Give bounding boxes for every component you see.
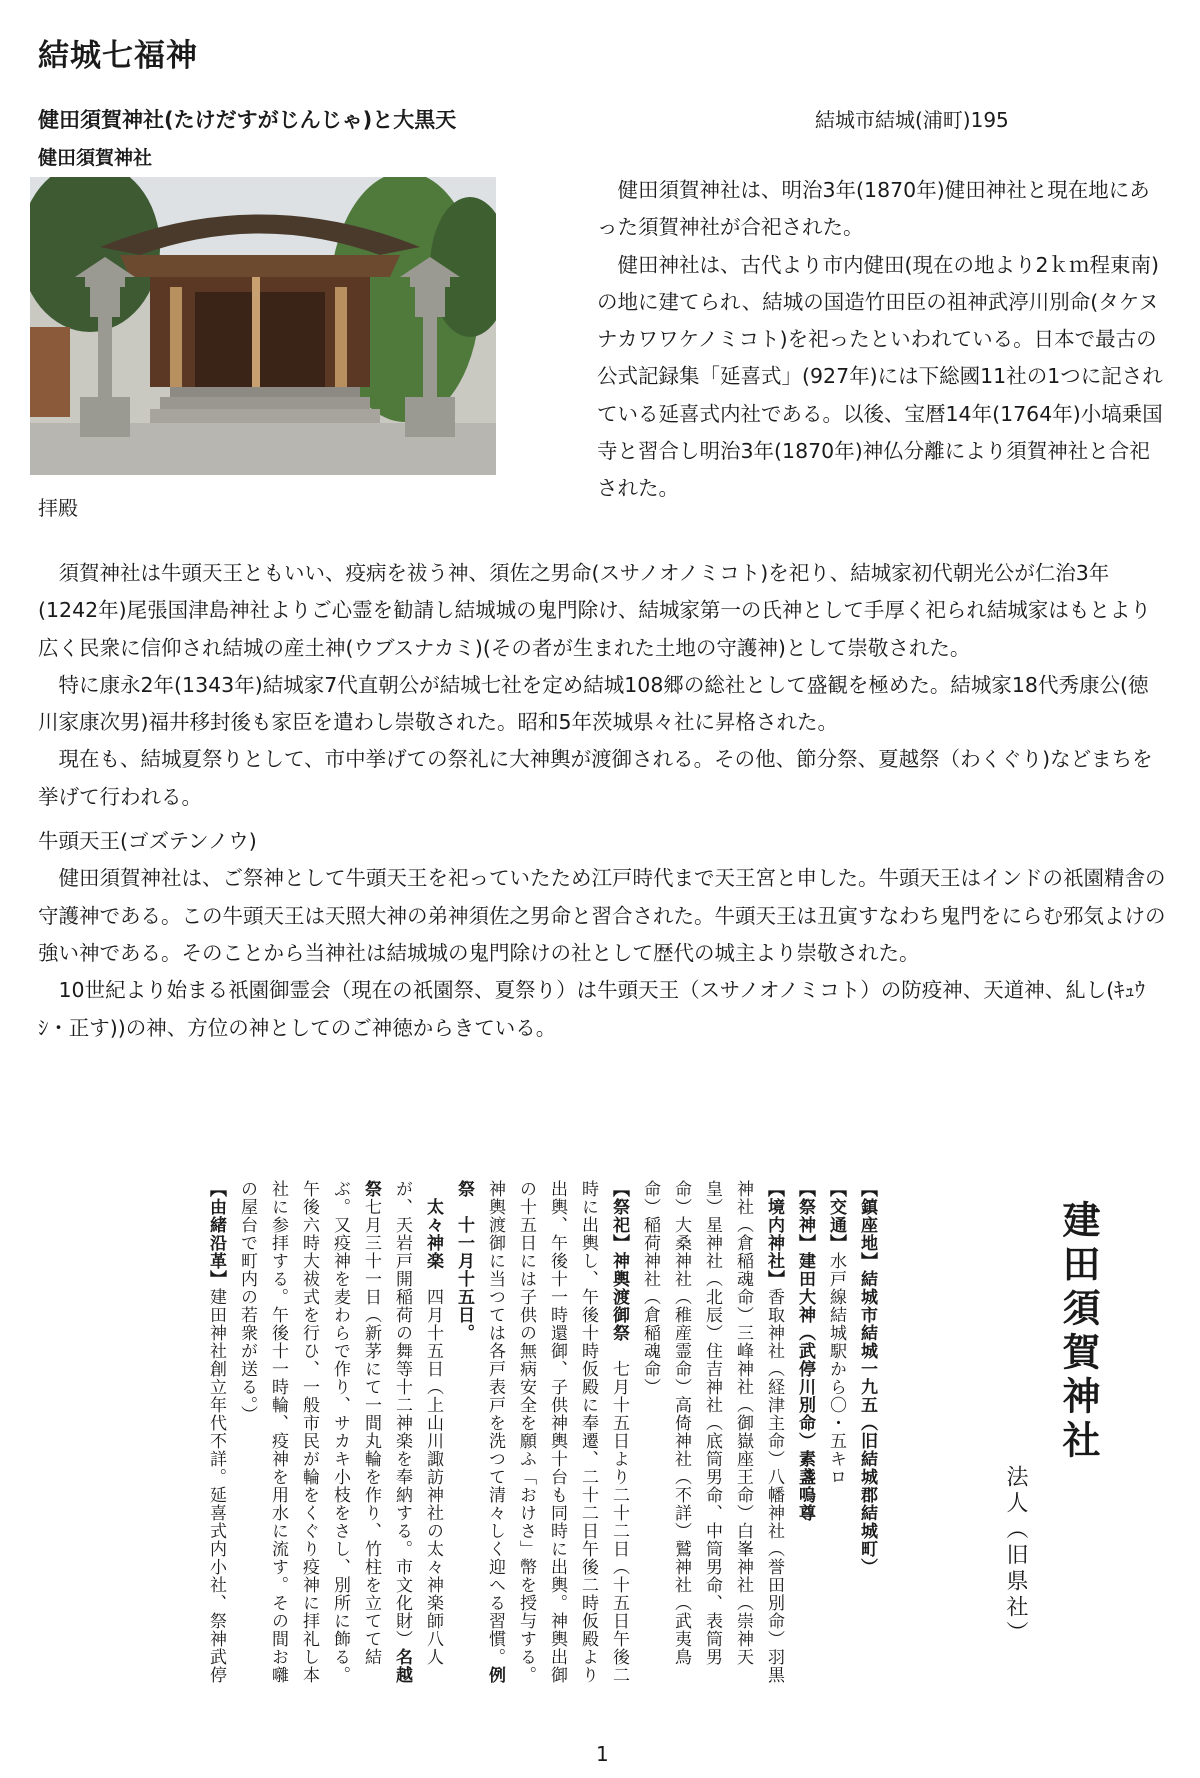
paragraph-festival: 現在も、結城夏祭りとして、市中挙げての祭礼に大神輿が渡御される。その他、節分祭、夏越祭（わくぐり)などまちを挙げて行われる。 xyxy=(38,747,1153,809)
intro-paragraph-1: 健田須賀神社は、明治3年(1870年)健田神社と現在地にあった須賀神社が合祀された。 xyxy=(597,178,1150,240)
shrine-photo xyxy=(30,177,496,475)
intro-column xyxy=(597,172,1167,508)
paragraph-suga: 須賀神社は牛頭天王ともいい、疫病を祓う神、須佐之男命(スサノオノミコト)を祀り、結城家初代朝光公が仁治3年(1242年)尾張国津島神社よりご心霊を勧請し結城城の鬼門除け、結城家第一の氏神として手厚く祀られ結城家はもとより広く民衆に信仰され結城の産土神(ウブスナカミ)(その者が生まれた土地の守護神)として崇敬された。 xyxy=(38,561,1151,660)
vertical-title: 建田須賀神社 xyxy=(1056,1200,1101,1464)
paragraph-history: 特に康永2年(1343年)結城家7代直朝公が結城七社を定め結城108郷の総社として盛観を極めた。結城家18代秀康公(徳川家康次男)福井移封後も家臣を遣わし崇敬された。昭和5年茨城県々社に昇格された。 xyxy=(38,672,1149,735)
address: 結城市結城(浦町)195 xyxy=(815,108,1009,132)
vertical-text: 【鎮座地】結城市結城一九五（旧結城郡結城町） 【交通】水戸線結城駅から〇・五キロ 【祭神】建田大神（武停川別命）素盞嗚尊 【境内神社】香取神社（経津主命）八幡神社（誉田別命）羽黒神社（倉稲魂命）三峰神社（御嶽座王命）白峯神社（崇神天皇）星神社（北辰）住吉神社（底筒男命、中筒男命、表筒男命）大桑神社（稚産霊命）高倚神社（不詳）鷲神社（武夷鳥命）稲荷神社（倉稲魂命） 【祭祀】神輿渡御祭 七月十五日より二十二日（十五日午後二時に出輿し、午後十時仮殿に奉遷、二十二日午後二時仮殿より出輿、午後十一時還御、子供神輿十台も同時に出輿。神輿出御の十五日には子供の無病安全を願ふ「おけさ」幣を授与する。神輿渡御に当つては各戸表戸を洗つて清々しく迎へる習慣。例祭 十一月十五日。 太々神楽 四月十五日（上山川諏訪神社の太々神楽師八人が、天岩戸開稲荷の舞等十二神楽を奉納する。市文化財）名越祭七月三十一日（新茅にて一間丸輪を作り、竹柱を立てて結ぶ。又疫神を麦わらで作り、サカキ小枝をさし、別所に飾る。午後六時大祓式を行ひ、一般市民が輪をくぐり疫神に拝礼し本社に参拝する。午後十一時輪、疫神を用水に流す。その間お囃の屋台で町内の若衆が送る。） 【由緒沿革】建田神社創立年代不詳。延喜式内小社、祭神武停 xyxy=(206,1180,877,1684)
page-number: 1 xyxy=(596,1742,609,1766)
photo-caption: 拝殿 xyxy=(38,496,78,520)
section-heading: 健田須賀神社(たけだすがじんじゃ)と大黒天 xyxy=(38,108,457,132)
subheading-gozutenno: 牛頭天王(ゴズテンノウ) xyxy=(38,829,257,854)
vertical-excerpt xyxy=(140,1180,1100,1710)
intro-paragraph-2: 健田神社は、古代より市内健田(現在の地より2ｋｍ程東南)の地に建てられ、結城の国造竹田臣の祖神武渟川別命(タケヌナカワワケノミコト)を祀ったといわれている。日本で最古の公式記録集「延喜式」(927年)には下総國11社の1つに記されている延喜式内社である。以後、宝暦14年(1764年)小塙乗国寺と習合し明治3年(1870年)神仏分離により須賀神社と合祀された。 xyxy=(597,252,1163,501)
body-text xyxy=(38,555,1168,1047)
page-title: 結城七福神 xyxy=(38,38,198,74)
sub-heading: 健田須賀神社 xyxy=(38,147,153,169)
paragraph-gozutenno: 健田須賀神社は、ご祭神として牛頭天王を祀っていたため江戸時代まで天王宮と申した。牛頭天王はインドの祇園精舎の守護神である。この牛頭天王は天照大神の弟神須佐之男命と習合された。牛頭天王は丑寅すなわち鬼門をにらむ邪気よけの強い神である。そのことから当神社は結城城の鬼門除けの社として歴代の城主より崇敬された。 xyxy=(38,866,1166,965)
vertical-houjin: 法人（旧県社） xyxy=(1003,1465,1028,1647)
paragraph-gion: 10世紀より始まる祇園御霊会（現在の祇園祭、夏祭り）は牛頭天王（スサノオノミコト）の防疫神、天道神、糺し(ｷｭｳｼ・正す))の神、方位の神としてのご神徳からきている。 xyxy=(38,978,1146,1040)
